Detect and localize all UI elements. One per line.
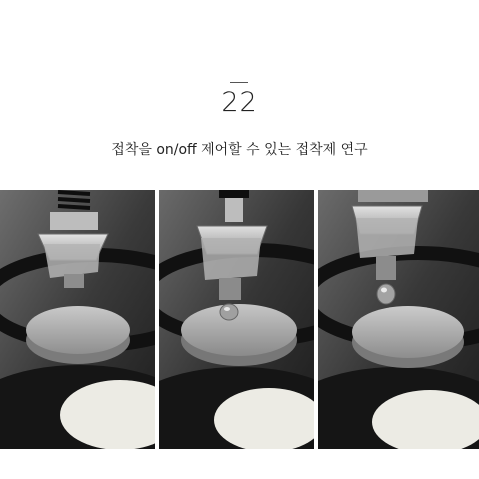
adhesion-photo-1 (0, 190, 155, 449)
adhesion-photo-3 (318, 190, 479, 449)
page-number-dash (230, 82, 248, 83)
adhesion-photo-2 (159, 190, 314, 449)
page-subtitle: 접착을 on/off 제어할 수 있는 접착제 연구 (111, 142, 368, 158)
page-number: 22 (221, 87, 258, 118)
photo-strip (0, 190, 479, 449)
